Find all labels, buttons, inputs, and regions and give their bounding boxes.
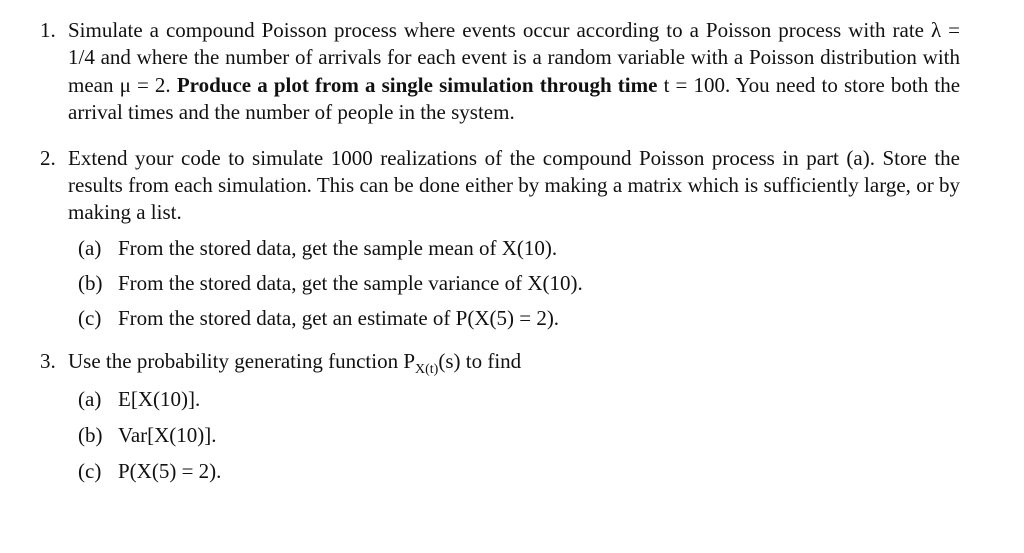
problem-1-bold-instruction: Produce a plot from a single simulation through time — [176, 72, 658, 97]
subpart-text: From the stored data, get the sample mean of X(10). — [118, 235, 558, 260]
problem-2-subpart-a — [68, 235, 960, 262]
problem-2-number: 2. — [40, 145, 56, 170]
problem-2-text: Extend your code to simulate 1000 realizations of the compound Poisson process in part (a). Store the results from each simulation. This can be done either by making a matrix which is sufficiently large, or by making a list. — [68, 145, 960, 225]
problem-3 — [40, 348, 960, 486]
problem-2 — [40, 145, 960, 332]
problem-2-subpart-b — [68, 270, 960, 297]
subpart-label: (a) — [78, 235, 102, 260]
problem-3-subparts — [68, 386, 960, 485]
subpart-label: (b) — [78, 270, 103, 295]
problem-1-text — [68, 17, 960, 127]
problem-1-number: 1. — [40, 18, 56, 42]
problem-3-subpart-c — [68, 458, 960, 485]
problem-1-text-part-1: Simulate a compound Poisson process where events occur according to a Poisson process with rate λ = 1/4 and where the number of arrivals for each event is a random variable with a Poisson distribution with mean μ = 2. — [68, 18, 960, 97]
problem-3-text-before: Use the probability generating function P — [68, 349, 416, 374]
subpart-text: Var[X(10)]. — [118, 423, 217, 448]
problem-3-text — [68, 348, 960, 378]
problem-3-subpart-a — [68, 386, 960, 413]
problem-1-text-part-3: t = 100. You need to store both the arrival times and the number of people in the system. — [68, 72, 961, 125]
subpart-text: E[X(10)]. — [118, 387, 201, 412]
subpart-text: P(X(5) = 2). — [118, 459, 222, 484]
problem-3-text-after: (s) to find — [438, 349, 522, 374]
subpart-text: From the stored data, get the sample variance of X(10). — [118, 270, 583, 295]
pgf-subscript: X(t) — [415, 362, 439, 378]
problem-3-subpart-b — [68, 422, 960, 449]
subpart-text: From the stored data, get an estimate of P(X(5) = 2). — [118, 305, 560, 330]
subpart-label: (c) — [78, 305, 102, 330]
subpart-label: (b) — [78, 423, 103, 448]
problem-2-subpart-c — [68, 305, 960, 332]
subpart-label: (a) — [78, 387, 102, 412]
problem-2-subparts — [68, 235, 960, 332]
subpart-label: (c) — [78, 459, 102, 484]
problem-3-number: 3. — [40, 349, 56, 374]
problem-1 — [40, 17, 960, 127]
